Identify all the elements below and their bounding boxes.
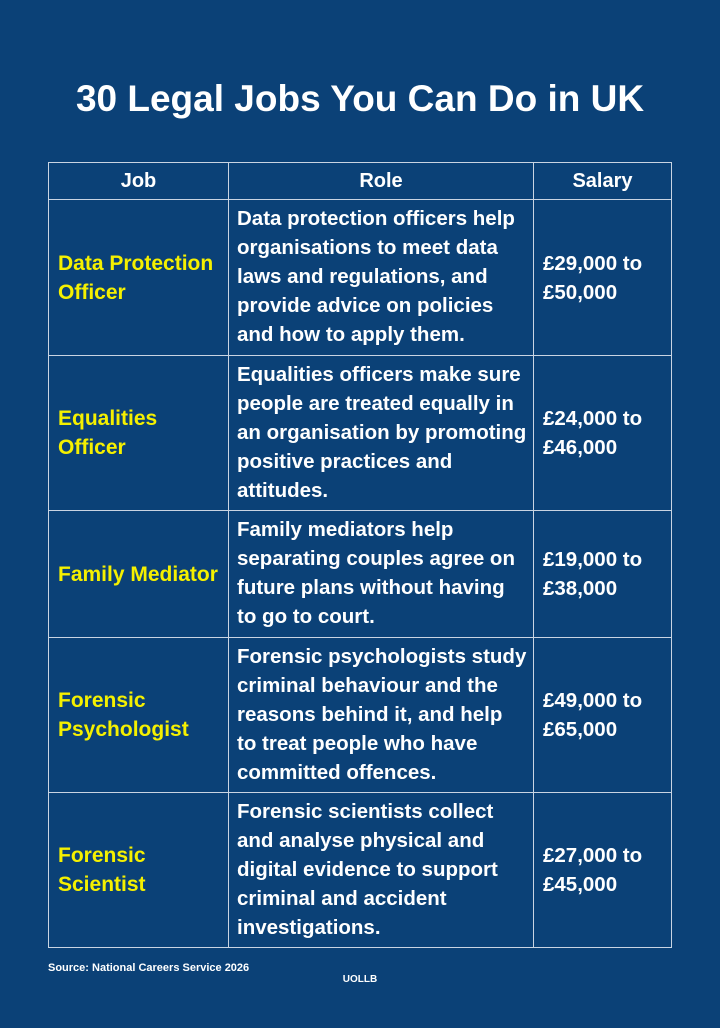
column-header-salary: Salary: [534, 163, 672, 200]
job-role: Data protection officers help organisations to meet data laws and regulations, and provide advice on policies and how to apply them.: [229, 200, 534, 356]
page-title: 30 Legal Jobs You Can Do in UK: [75, 78, 645, 119]
job-salary: £29,000 to £50,000: [534, 200, 672, 356]
job-title: Forensic Scientist: [49, 793, 229, 948]
job-title: Data Protection Officer: [49, 200, 229, 356]
job-salary: £27,000 to £45,000: [534, 793, 672, 948]
job-role: Forensic psychologists study criminal behaviour and the reasons behind it, and help to treat people who have committed offences.: [229, 638, 534, 793]
job-title: Family Mediator: [49, 511, 229, 638]
jobs-table: [48, 162, 672, 948]
table-row: [49, 200, 672, 356]
table-row: [49, 793, 672, 948]
job-salary: £49,000 to £65,000: [534, 638, 672, 793]
column-header-job: Job: [49, 163, 229, 200]
job-title: Forensic Psychologist: [49, 638, 229, 793]
table-row: [49, 511, 672, 638]
source-note: Source: National Careers Service 2026: [48, 962, 250, 974]
table-header-row: [49, 163, 672, 200]
table-row: [49, 356, 672, 511]
job-role: Forensic scientists collect and analyse physical and digital evidence to support criminal and accident investigations.: [229, 793, 534, 948]
job-role: Family mediators help separating couples agree on future plans without having to go to court.: [229, 511, 534, 638]
job-salary: £24,000 to £46,000: [534, 356, 672, 511]
job-title: Equalities Officer: [49, 356, 229, 511]
table-row: [49, 638, 672, 793]
brand-label: UOLLB: [342, 974, 378, 985]
column-header-role: Role: [229, 163, 534, 200]
job-role: Equalities officers make sure people are treated equally in an organisation by promoting positive practices and attitudes.: [229, 356, 534, 511]
job-salary: £19,000 to £38,000: [534, 511, 672, 638]
